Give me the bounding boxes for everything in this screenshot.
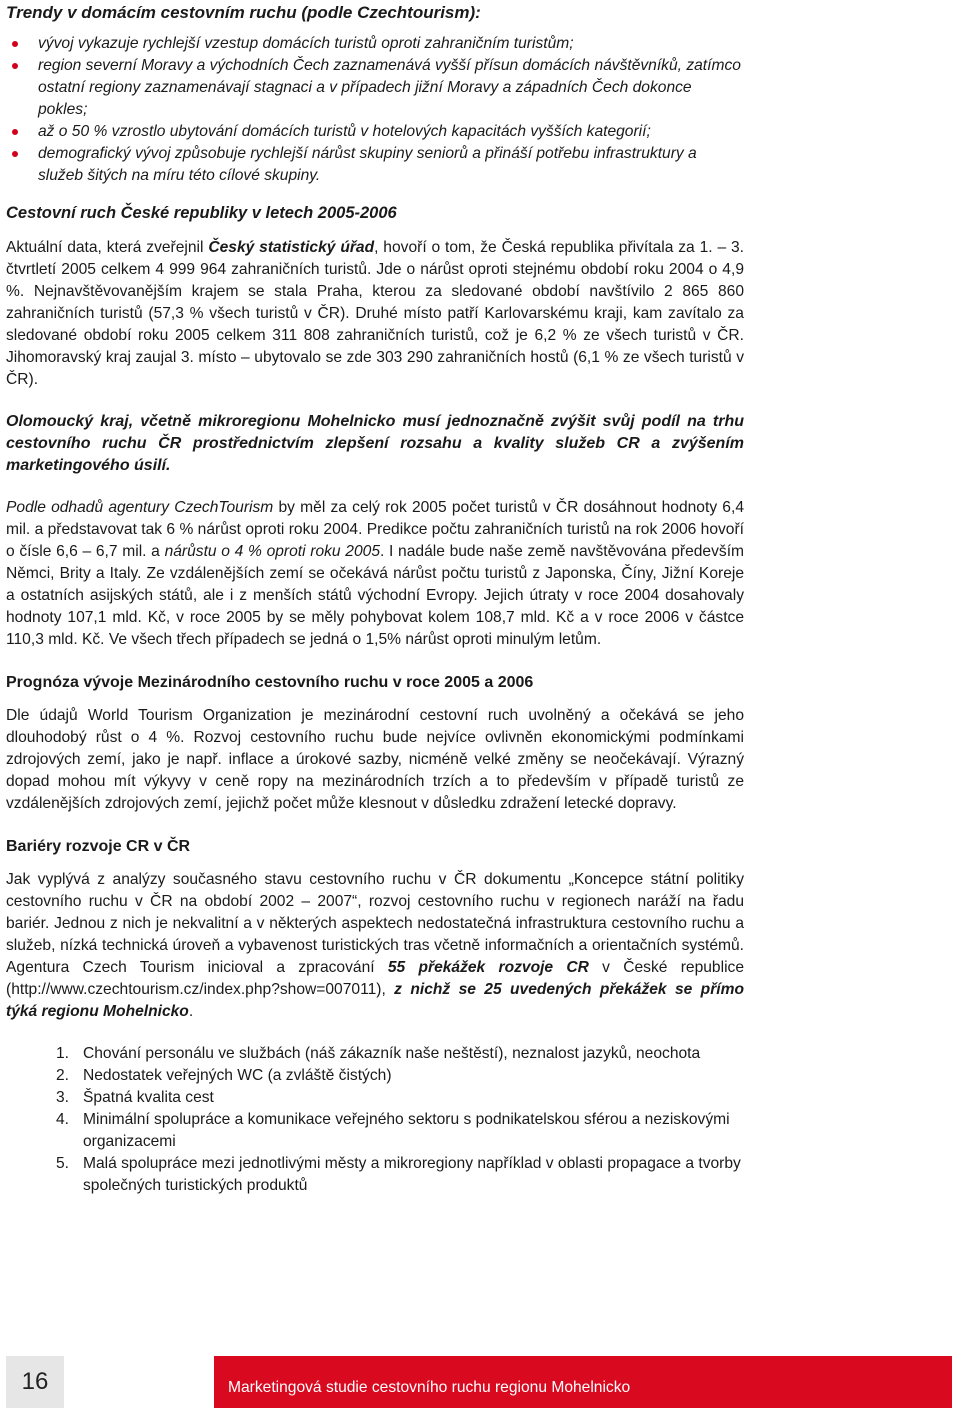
statistical-office-name: Český statistický úřad xyxy=(208,239,375,256)
international-forecast-heading: Prognóza vývoje Mezinárodního cestovního ruchu v roce 2005 a 2006 xyxy=(6,674,534,691)
trend-item: až o 50 % vzrostlo ubytování domácích turistů v hotelových kapacitách vyšších kategorií; xyxy=(38,121,744,143)
barrier-item: 5. Malá spolupráce mezi jednotlivými městy a mikroregiony například v oblasti propagace a tvorby společných turistických produktů xyxy=(56,1155,741,1194)
barriers-paragraph: Jak vyplývá z analýzy současného stavu cestovního ruchu v ČR dokumentu „Koncepce státní politiky cestovního ruchu v ČR na období 2002 – 2007“, rozvoj cestovního ruchu v regionech naráží na řadu bariér. Jednou z nich je nekvalitní a v některých aspektech nedostatečná infrastruktura cestovního ruchu a služeb, nízká technická úroveň a vybavenost turistických tras včetně informačních a orientačních systémů. Agentura Czech Tourism inicioval a zpracování 55 překážek rozvoje CR v České republice (http://www.czechtourism.cz/index.php?show=007011), z nichž se 25 uvedených překážek se přímo týká regionu Mohelnicko. xyxy=(6,871,745,1020)
forecast-source: Podle odhadů agentury CzechTourism xyxy=(6,499,274,516)
barrier-item: 3. Špatná kvalita cest xyxy=(56,1089,214,1106)
barriers-list xyxy=(6,1043,744,1197)
barrier-item: 2. Nedostatek veřejných WC (a zvláště čistých) xyxy=(56,1067,392,1084)
red-bullet-icon xyxy=(12,129,18,135)
red-bullet-icon xyxy=(12,151,18,157)
forecast-paragraph: Podle odhadů agentury CzechTourism by měl za celý rok 2005 počet turistů v ČR dosáhnout hodnoty 6,4 mil. a představovat tak 6 % nárůst oproti roku 2004. Predikce počtu zahraničních turistů na rok 2006 hovoří o čísle 6,6 – 6,7 mil. a nárůstu o 4 % oproti roku 2005. I nadále bude naše země navštěvována především Němci, Brity a Italy. Ze vzdálenějších zemí se očekává nárůst počtu turistů z Japonska, Číny, Jižní Koreje a ostatních asijských států, ale i z menších států východní Evropy. Jejich útraty v roce 2004 dosahovaly hodnoty 107,1 mld. Kč, v roce 2005 by se měly pohybovat kolem 108,7 mld. Kč a v roce 2006 v částce 110,3 mld. Kč. Ve všech třech případech se jedná o 1,5% nárůst oproti minulým letům. xyxy=(6,499,745,648)
czech-tourism-heading: Cestovní ruch České republiky v letech 2005-2006 xyxy=(6,204,397,222)
footer-title-bar xyxy=(214,1356,952,1408)
trend-item: vývoj vykazuje rychlejší vzestup domácích turistů oproti zahraničním turistům; xyxy=(38,33,744,55)
trend-item: demografický vývoj způsobuje rychlejší nárůst skupiny seniorů a přináší potřebu infrastruktury a služeb šitých na míru této cílové skupiny. xyxy=(38,143,744,187)
trends-list xyxy=(6,33,744,187)
document-page xyxy=(6,0,744,1197)
olomouc-emphasis-paragraph: Olomoucký kraj, včetně mikroregionu Mohelnicko musí jednoznačně zvýšit svůj podíl na trhu cestovního ruchu ČR prostřednictvím zlepšení rozsahu a kvality služeb CR a zvýšením marketingového úsilí. xyxy=(6,413,744,474)
international-forecast-paragraph: Dle údajů World Tourism Organization je mezinárodní cestovní ruch uvolněný a očekává se jeho dlouhodobý růst o 4 %. Rozvoj cestovního ruchu bude nejvíce ovlivněn ekonomickými podmínkami zdrojových zemí, jako je např. inflace a úrokové sazby, nicméně velké změny se neočekávají. Výrazný dopad mohou mít výkyvy v ceně ropy na mezinárodních trzích a to především v případě turistů ze vzdálenějších zdrojových zemí, jejichž počet může klesnout v důsledku zdražení letecké dopravy. xyxy=(6,707,744,812)
trend-item: region severní Moravy a východních Čech zaznamenává vyšší přísun domácích návštěvníků, zatímco ostatní regiony zaznamenávají stagnaci a v případech jižní Moravy a západních Čech dokonce pokles; xyxy=(38,55,744,121)
growth-highlight: nárůstu o 4 % oproti roku 2005 xyxy=(164,543,380,560)
red-bullet-icon xyxy=(12,41,18,47)
page-number: 16 xyxy=(6,1356,64,1408)
barriers-heading: Bariéry rozvoje CR v ČR xyxy=(6,838,191,855)
barrier-item: 4. Minimální spolupráce a komunikace veřejného sektoru s podnikatelskou sférou a neziskovými organizacemi xyxy=(56,1111,730,1150)
barrier-item: 1. Chování personálu ve službách (náš zákazník naše neštěstí), neznalost jazyků, neochota xyxy=(56,1045,701,1062)
red-bullet-icon xyxy=(12,63,18,69)
footer-title: Marketingová studie cestovního ruchu regionu Mohelnicko xyxy=(228,1379,631,1396)
barriers-relevant: z nichž se 25 uvedených překážek se přímo týká regionu Mohelnicko xyxy=(6,981,745,1020)
czech-tourism-paragraph: Aktuální data, která zveřejnil Český statistický úřad, hovoří o tom, že Česká republika přivítala za 1. – 3. čtvrtletí 2005 celkem 4 999 964 zahraničních turistů. Jde o nárůst oproti stejnému období roku 2004 o 4,9 %. Nejnavštěvovanějším krajem se stala Praha, kterou za sledované období navštívilo 2 865 860 zahraničních turistů (57,3 % všech turistů v ČR). Druhé místo patří Karlovarskému kraji, kam zavítalo za sledované období roku 2005 celkem 311 808 zahraničních turistů, což je 6,2 % ze všech turistů v ČR. Jihomoravský kraj zaujal 3. místo – ubytovalo se zde 303 290 zahraničních hostů (6,1 % ze všech turistů v ČR). xyxy=(6,239,744,388)
barriers-count: 55 překážek rozvoje CR xyxy=(387,959,589,976)
trends-heading: Trendy v domácím cestovním ruchu (podle Czechtourism): xyxy=(6,3,481,22)
